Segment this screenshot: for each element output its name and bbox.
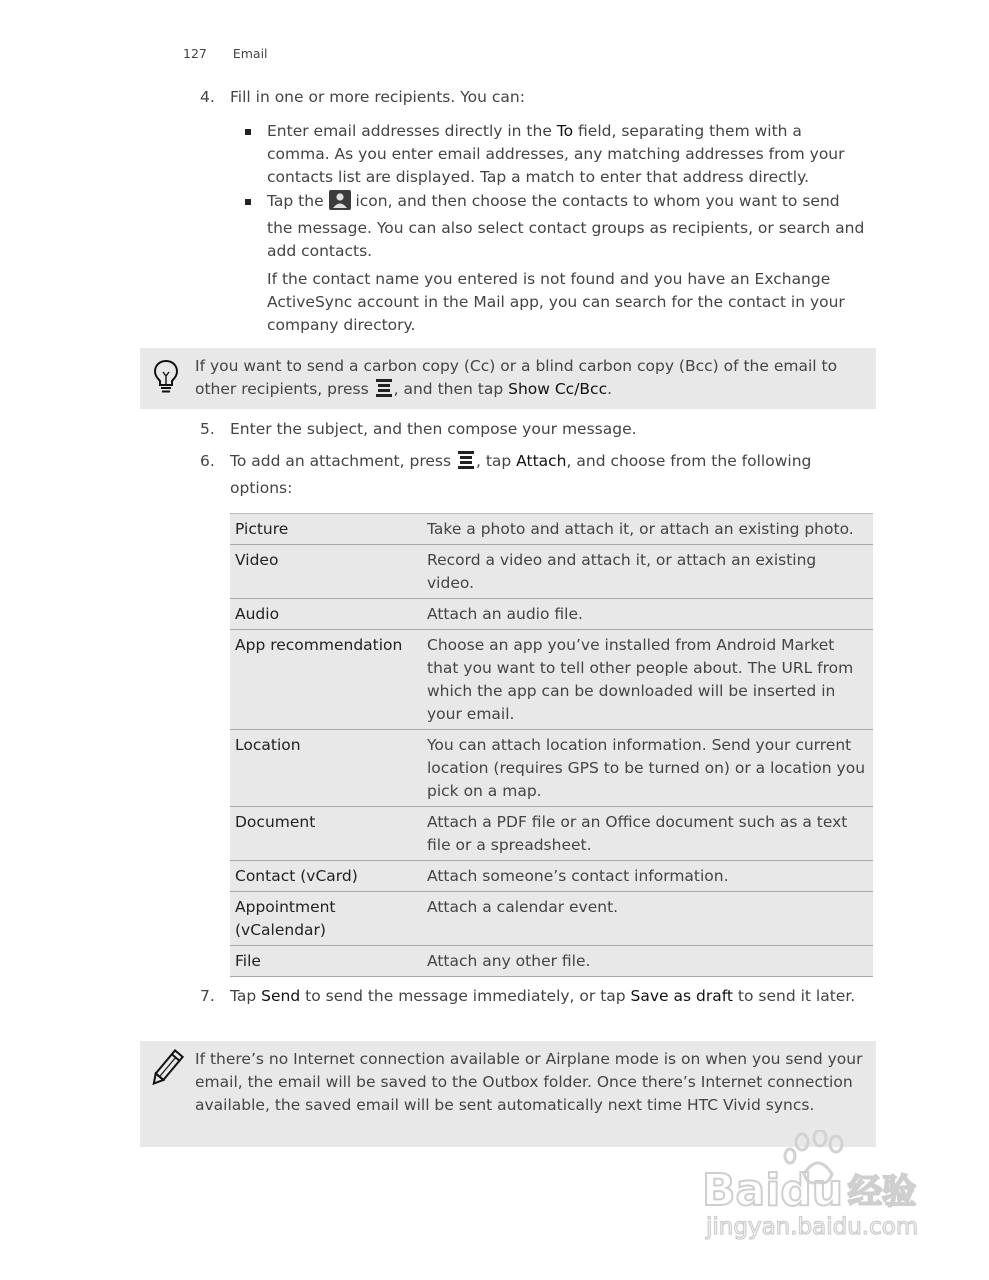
- option-description: Take a photo and attach it, or attach an existing photo.: [422, 514, 873, 545]
- page-number: 127: [183, 46, 207, 61]
- to-field-keyword: To: [556, 122, 574, 140]
- step-5: [200, 418, 880, 441]
- step-4: [200, 86, 880, 109]
- table-row: [230, 599, 873, 630]
- step-text: [230, 450, 870, 500]
- bullet-text-part: Enter email addresses directly in the: [267, 122, 557, 140]
- bullet-text-part: icon, and then choose the contacts to whom you want to send the message. You can also select contact groups as recipients, or search and add contacts.: [267, 192, 865, 260]
- bullet-text-part: field, separating them with a comma. As you enter email addresses, any matching addresses from your contacts list are displayed. Tap a match to enter that address directly.: [267, 122, 845, 186]
- step-text-part: to send it later.: [733, 987, 856, 1005]
- attach-keyword: Attach: [516, 452, 567, 470]
- option-name: Document: [230, 807, 422, 861]
- bullet-text: [267, 120, 867, 189]
- step-6: [200, 450, 880, 496]
- step-text: [230, 985, 870, 1008]
- option-description: Attach a calendar event.: [422, 892, 873, 946]
- watermark-cn: 经验: [848, 1172, 916, 1212]
- step-number: 4.: [200, 88, 215, 106]
- menu-icon: [456, 450, 476, 477]
- table-row: [230, 807, 873, 861]
- tip-text: [195, 355, 867, 405]
- table-row: [230, 630, 873, 730]
- send-keyword: Send: [261, 987, 301, 1005]
- step-number: 6.: [200, 452, 215, 470]
- table-row: [230, 861, 873, 892]
- baidu-watermark: [700, 1130, 940, 1245]
- option-description: You can attach location information. Send your current location (requires GPS to be turned on) or a location you pick on a map.: [422, 730, 873, 807]
- option-description: Attach an audio file.: [422, 599, 873, 630]
- note-text: If there’s no Internet connection available or Airplane mode is on when you send your email, the email will be saved to the Outbox folder. Once there’s Internet connection available, the saved email will be sent automatically next time HTC Vivid syncs.: [195, 1050, 863, 1114]
- page-header: [183, 46, 268, 61]
- option-name: Picture: [230, 514, 422, 545]
- step-text: Fill in one or more recipients. You can:: [230, 88, 525, 106]
- bullet-tap-contacts: [245, 190, 865, 260]
- option-name: Audio: [230, 599, 422, 630]
- table-row: [230, 892, 873, 946]
- step-text-part: Tap: [230, 987, 262, 1005]
- step-text-part: To add an attachment, press: [230, 452, 456, 470]
- table-row: [230, 514, 873, 545]
- save-as-draft-keyword: Save as draft: [630, 987, 733, 1005]
- option-name: App recommendation: [230, 630, 422, 730]
- attachment-options-table: [230, 513, 873, 977]
- bullet-text-part: Tap the: [267, 192, 329, 210]
- person-icon: [329, 190, 351, 217]
- step-7: [200, 985, 880, 1008]
- watermark-brand: Baidu: [702, 1165, 844, 1216]
- option-description: Attach any other file.: [422, 946, 873, 977]
- tip-text-part: .: [607, 380, 613, 398]
- table-row: [230, 545, 873, 599]
- step-text: Enter the subject, and then compose your message.: [230, 420, 637, 438]
- exchange-note: If the contact name you entered is not found and you have an Exchange ActiveSync account in the Mail app, you can search for the contact in your company directory.: [267, 270, 845, 334]
- step-number: 7.: [200, 987, 215, 1005]
- option-description: Attach someone’s contact information.: [422, 861, 873, 892]
- pencil-icon: [148, 1049, 184, 1093]
- option-description: Record a video and attach it, or attach an existing video.: [422, 545, 873, 599]
- option-name: File: [230, 946, 422, 977]
- tip-text-part: If you want to send a carbon copy (Cc) or a blind carbon copy (Bcc) of the email to other recipients, press: [195, 357, 838, 398]
- tip-text-part: , and then tap: [393, 380, 509, 398]
- bullet-marker: [245, 199, 251, 205]
- option-name: Location: [230, 730, 422, 807]
- table-row: [230, 946, 873, 977]
- option-name: Contact (vCard): [230, 861, 422, 892]
- tip-box: [140, 348, 876, 409]
- table-row: [230, 730, 873, 807]
- option-description: Attach a PDF file or an Office document such as a text file or a spreadsheet.: [422, 807, 873, 861]
- show-cc-bcc-keyword: Show Cc/Bcc: [508, 380, 608, 398]
- lightbulb-icon: [152, 358, 180, 398]
- step-text-part: to send the message immediately, or tap: [300, 987, 631, 1005]
- bullet-enter-addresses: [245, 120, 865, 190]
- section-title: Email: [232, 46, 268, 61]
- option-name: Appointment (vCalendar): [230, 892, 422, 946]
- watermark-url: jingyan.baidu.com: [706, 1214, 919, 1240]
- bullet-marker: [245, 129, 251, 135]
- menu-icon: [374, 378, 394, 405]
- option-name: Video: [230, 545, 422, 599]
- step-text-part: , and choose from the following options:: [230, 452, 812, 497]
- option-description: Choose an app you’ve installed from Android Market that you want to tell other people about. The URL from which the app can be downloaded will be inserted in your email.: [422, 630, 873, 730]
- step-number: 5.: [200, 420, 215, 438]
- bullet-text: [267, 190, 867, 263]
- step-text-part: , tap: [475, 452, 517, 470]
